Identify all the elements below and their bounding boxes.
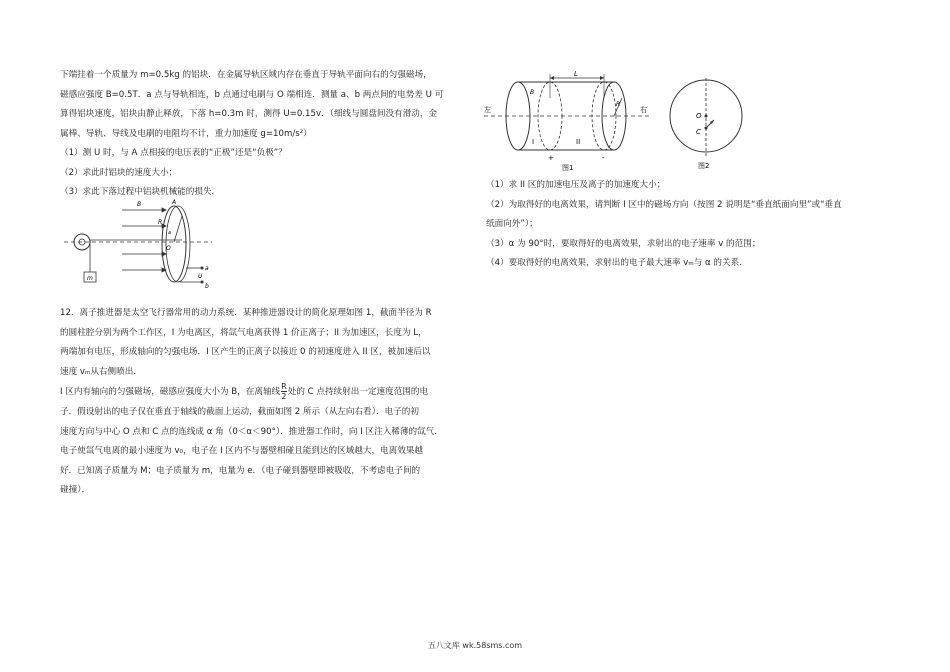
problem-text-line: 磁感应强度 B=0.5T．a 点与导轨相连，b 点通过电刷与 O 端相连．测量 a、b 两点间的电势差 U 可 xyxy=(60,89,444,100)
text-segment: I 区内有轴向的匀强磁场，磁感应强度大小为 B，在离轴线 xyxy=(60,387,281,397)
svg-text:O: O xyxy=(166,245,171,252)
problem-text-line: 速度 vₘ从右侧喷出． xyxy=(60,366,142,377)
question-2: （2）求此时铝块的速度大小； xyxy=(60,167,178,178)
problem-text-line: 12．离子推进器是太空飞行器常用的动力系统．某种推进器设计的简化原理如图 1，截面半径为 R xyxy=(60,308,432,318)
svg-text:b: b xyxy=(205,283,209,290)
svg-text:O: O xyxy=(696,112,702,120)
svg-text:图1: 图1 xyxy=(562,164,574,172)
svg-text:C: C xyxy=(696,128,701,136)
problem-text-line: 两端加有电压，形成轴向的匀强电场．I 区产生的正离子以接近 0 的初速度进入 II 区，被加速后以 xyxy=(60,347,431,357)
svg-text:m: m xyxy=(87,275,93,282)
problem-text-line: 电子使氙气电离的最小速度为 v₀，电子在 I 区内不与器壁相碰且能到达的区域越大，电离效果越 xyxy=(60,446,424,456)
svg-text:A: A xyxy=(172,199,177,206)
question-3: （3）α 为 90°时，要取得好的电离效果，求射出的电子速率 v 的范围； xyxy=(486,238,761,249)
fraction-numerator: R xyxy=(281,382,287,391)
svg-text:a: a xyxy=(205,265,209,272)
svg-text:II: II xyxy=(576,138,581,146)
cross-section-figure-2 xyxy=(668,76,748,172)
problem-text-line xyxy=(60,382,470,403)
question-3: （3）求此下落过程中铝块机械能的损失． xyxy=(60,187,221,197)
svg-text:右: 右 xyxy=(640,106,647,114)
question-2: （2）为取得好的电离效果，请判断 I 区中的磁场方向（按图 2 说明是“垂直纸面向里”或“垂直 xyxy=(486,199,842,210)
problem-text-line: 属棒、导轨、导线及电刷的电阻均不计，重力加速度 g=10m/s²） xyxy=(60,128,312,139)
svg-text:I: I xyxy=(532,138,535,146)
problem-text-line: 的圆柱腔分别为两个工作区，I 为电离区，将氙气电离获得 1 价正离子；II 为加速区，长度为 L， xyxy=(60,327,427,338)
right-column xyxy=(486,176,886,274)
svg-text:-: - xyxy=(602,154,605,162)
problem-text-line: 算得铝块速度，铝块由静止释放，下落 h=0.3m 时，测得 U=0.15v．（细线与圆盘间没有滑动，金 xyxy=(60,109,438,119)
problem-text-line: 好．已知离子质量为 M；电子质量为 m，电量为 e．（电子碰到器壁即被吸收，不考虑电子间的 xyxy=(60,465,421,476)
svg-text:B: B xyxy=(137,201,142,208)
text-segment: 处的 C 点持续射出一定速度范围的电 xyxy=(287,387,429,397)
svg-text:L: L xyxy=(574,70,578,78)
svg-text:R: R xyxy=(616,101,621,108)
svg-text:B: B xyxy=(530,89,535,96)
cylinder-figure-1 xyxy=(480,68,660,172)
svg-text:R: R xyxy=(158,219,163,226)
svg-text:左: 左 xyxy=(484,106,491,114)
question-1: （1）测 U 时，与 A 点相接的电压表的“正极”还是“负极”？ xyxy=(60,148,287,158)
problem-12 xyxy=(60,304,470,501)
disk-generator-figure xyxy=(62,196,272,294)
question-2-continued: 纸面向外”）； xyxy=(486,219,538,229)
problem-text-line: 下端挂着一个质量为 m=0.5kg 的铝块．在金属导轨区域内存在垂直于导轨平面向右的匀强磁场， xyxy=(60,70,432,80)
question-4: （4）要取得好的电离效果，求射出的电子最大速率 vₘ与 α 的关系． xyxy=(486,258,748,268)
svg-text:a: a xyxy=(168,230,172,236)
problem-text-line: 子．假设射出的电子仅在垂直于轴线的截面上运动，截面如图 2 所示（从左向右看）．电子的初 xyxy=(60,407,419,417)
left-column xyxy=(60,66,470,203)
fraction-denominator: 2 xyxy=(281,392,287,401)
question-1: （1）求 II 区的加速电压及离子的加速度大小； xyxy=(486,180,666,190)
svg-text:U: U xyxy=(198,273,203,280)
svg-text:图2: 图2 xyxy=(698,162,710,170)
fraction-r-over-2 xyxy=(281,382,287,401)
svg-text:+: + xyxy=(548,154,554,162)
problem-text-line: 碰撞）． xyxy=(60,485,91,495)
page-footer: 五八文库 wk.58sms.com xyxy=(427,641,523,650)
problem-text-line: 速度方向与中心 O 点和 C 点的连线成 α 角（0＜α＜90°）．推进器工作时，向 I 区注入稀薄的氙气． xyxy=(60,426,443,437)
